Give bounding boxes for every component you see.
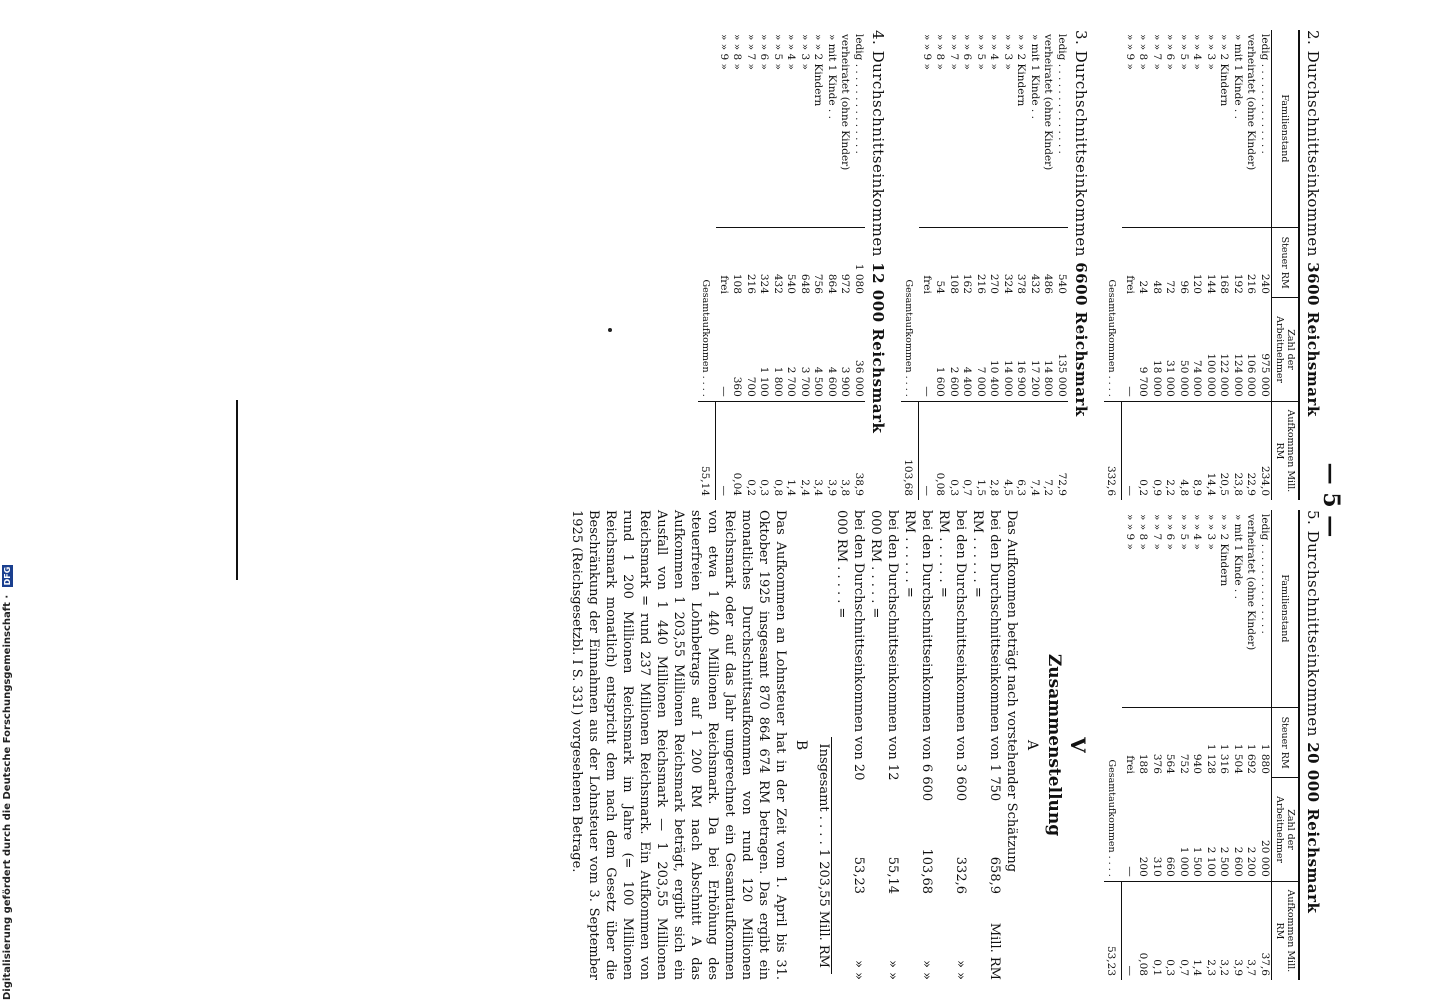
employees-cell: 700 (745, 376, 757, 397)
family-status-cell: » » 5 » (975, 34, 987, 70)
tax-cell: 108 (730, 227, 744, 298)
employees-cell: 14 000 (1002, 360, 1014, 397)
family-status-cell: » » 7 » (1151, 514, 1163, 550)
tax-cell: 144 (1204, 227, 1218, 298)
family-status-cell: » » 4 » (785, 34, 798, 70)
revenue-cell: 1,5 (974, 401, 988, 500)
tax-cell: 324 (757, 227, 771, 298)
section-number: V (1066, 737, 1090, 753)
left-column (684, 30, 1324, 500)
table-row (1136, 30, 1150, 500)
revenue-cell: — (716, 401, 730, 500)
table-row (1190, 510, 1204, 980)
employees-cell: — (717, 386, 730, 397)
column-header: Steuer RM (1272, 707, 1300, 778)
revenue-cell: — (919, 401, 933, 500)
employees-cell: 1 000 (1178, 846, 1190, 877)
table-row (1122, 30, 1136, 500)
table-row (1150, 30, 1164, 500)
table-body (1104, 510, 1272, 980)
total-value: 332,6 (1104, 401, 1122, 500)
tax-cell: 540 (784, 227, 798, 298)
revenue-cell: 0,08 (1136, 881, 1150, 980)
employees-cell: 4 600 (826, 366, 838, 397)
tax-cell: 120 (1190, 227, 1204, 298)
table-row (1028, 30, 1042, 500)
subsection-b-label: B (793, 739, 809, 751)
family-status-cell: » » 5 » (1178, 514, 1190, 550)
tax-cell: 376 (1150, 707, 1164, 778)
table-row (1231, 30, 1245, 500)
print-dot (608, 328, 612, 332)
revenue-cell: 3,9 (825, 401, 839, 500)
tax-cell: 188 (1136, 707, 1150, 778)
tax-cell: 48 (1150, 227, 1164, 298)
revenue-cell: 0,1 (1150, 881, 1164, 980)
table-block-5 (1104, 510, 1322, 980)
summary-line: bei den Durchschnittseinkommen von 20 000 RM . . . . . = 53,23 » » (834, 510, 866, 980)
tax-cell: 1 316 (1217, 707, 1231, 778)
tax-cell: 72 (1163, 227, 1177, 298)
family-status-cell: » » 9 » (920, 34, 933, 70)
family-status-cell: » » 8 » (1137, 34, 1150, 70)
family-status-cell: » » 2 Kindern (1015, 34, 1028, 107)
summary-section (568, 510, 1090, 980)
tax-cell: 24 (1136, 227, 1150, 298)
family-status-cell: ledig . . . . . . . . . . . . . . (1259, 34, 1271, 154)
family-status-cell: » » 6 » (961, 34, 974, 70)
column-header: Aufkommen Mill. RM (1272, 401, 1300, 500)
table-row (1217, 30, 1231, 500)
family-status-cell: » » 6 » (1164, 34, 1177, 70)
table-row (933, 30, 947, 500)
table-row (987, 30, 1001, 500)
tax-cell: 216 (1244, 227, 1258, 298)
family-status-cell: » mit 1 Kinde . . (826, 34, 838, 119)
table-row (1258, 30, 1272, 500)
family-status-cell: » » 9 » (717, 34, 730, 70)
revenue-cell: — (1122, 401, 1136, 500)
table-row (771, 30, 785, 500)
summary-intro: Das Aufkommen beträgt nach vorstehender Schätzung (1004, 510, 1019, 873)
revenue-cell: 2,3 (1204, 881, 1218, 980)
table-row (744, 30, 758, 500)
total-value: 55,14 (698, 401, 716, 500)
table-row (1163, 30, 1177, 500)
total-row (901, 30, 919, 500)
revenue-cell: 234,0 (1258, 401, 1272, 500)
family-status-cell: » » 7 » (745, 34, 757, 70)
revenue-cell: 23,8 (1231, 401, 1245, 500)
tax-cell: 432 (771, 227, 785, 298)
employees-cell: 124 000 (1232, 353, 1244, 397)
tax-cell: 162 (960, 227, 974, 298)
table-row (1177, 510, 1191, 980)
column-header: Zahl der Arbeitnehmer (1272, 298, 1300, 401)
total-value: 53,23 (1104, 881, 1122, 980)
tax-cell: 540 (1055, 227, 1069, 298)
employees-cell: 50 000 (1178, 360, 1190, 397)
employees-cell: 2 100 (1205, 846, 1217, 877)
table-row (784, 30, 798, 500)
revenue-cell: 3,7 (1244, 881, 1258, 980)
employees-cell: 7 000 (975, 366, 987, 397)
revenue-cell: 37,6 (1258, 881, 1272, 980)
family-status-cell: » mit 1 Kinde . . (1232, 514, 1244, 599)
column-header: Steuer RM (1272, 227, 1300, 298)
revenue-cell: 0,2 (1136, 401, 1150, 500)
family-status-cell: » » 3 » (1205, 34, 1217, 70)
employees-cell: 2 600 (1232, 846, 1244, 877)
tax-cell: 864 (825, 227, 839, 298)
revenue-cell: 1,4 (784, 401, 798, 500)
employees-cell: — (1123, 386, 1136, 397)
tax-cell: 240 (1258, 227, 1272, 298)
family-status-cell: » » 3 » (1002, 34, 1014, 70)
employees-cell: 200 (1137, 856, 1150, 877)
tax-cell: 324 (1001, 227, 1015, 298)
revenue-cell: 3,9 (1231, 881, 1245, 980)
employees-cell: 31 000 (1164, 360, 1177, 397)
family-status-cell: » » 4 » (1191, 34, 1204, 70)
table-heading: 5. Durchschnittseinkommen 20 000 Reichsmark (1304, 510, 1322, 914)
tax-cell: 648 (798, 227, 812, 298)
tax-cell: 216 (744, 227, 758, 298)
employees-cell: 10 400 (988, 360, 1001, 397)
table-heading: 2. Durchschnittseinkommen 3600 Reichsmark (1304, 30, 1322, 417)
family-status-cell: verheiratet (ohne Kinder) (1245, 514, 1258, 651)
total-value: 103,68 (901, 401, 919, 500)
family-status-cell: » » 5 » (772, 34, 784, 70)
table-row (1204, 30, 1218, 500)
tax-cell: 486 (1041, 227, 1055, 298)
family-status-cell: » mit 1 Kinde . . (1232, 34, 1244, 119)
table-row (1217, 510, 1231, 980)
tax-cell: 54 (933, 227, 947, 298)
employees-cell: 122 000 (1218, 353, 1231, 397)
table-block-2 (1104, 30, 1322, 500)
family-status-cell: » » 5 » (1178, 34, 1190, 70)
tax-cell: frei (919, 227, 933, 298)
table-row (852, 30, 866, 500)
section-title: Zusammenstellung (1044, 653, 1064, 837)
revenue-cell: 2,2 (1163, 401, 1177, 500)
tax-cell: frei (1122, 707, 1136, 778)
employees-cell: 2 600 (948, 366, 960, 397)
dfg-logo: DFG (3, 566, 12, 586)
employees-cell: — (920, 386, 933, 397)
family-status-cell: » » 3 » (1205, 514, 1217, 550)
employees-cell: 1 100 (758, 366, 771, 397)
employees-cell: 36 000 (853, 360, 865, 397)
page-number: — 5 — (1318, 462, 1344, 538)
revenue-cell: 0,2 (744, 401, 758, 500)
tax-cell: 216 (974, 227, 988, 298)
table-row (811, 30, 825, 500)
family-status-cell: » » 8 » (934, 34, 947, 70)
table-row (838, 30, 852, 500)
employees-cell: 18 000 (1151, 360, 1163, 397)
revenue-cell: 4,5 (1001, 401, 1015, 500)
table-row (974, 30, 988, 500)
table-heading: 4. Durchschnittseinkommen 12 000 Reichsmark (869, 30, 887, 434)
table-row (1122, 510, 1136, 980)
tax-cell: 940 (1190, 707, 1204, 778)
family-status-cell: » » 8 » (1137, 514, 1150, 550)
family-status-cell: ledig . . . . . . . . . . . . . . (1056, 34, 1068, 154)
total-label: Gesamtaufkommen . . . . (1105, 759, 1117, 877)
employees-cell: 14 800 (1042, 360, 1055, 397)
table-heading: 3. Durchschnittseinkommen 6600 Reichsmark (1072, 30, 1090, 417)
revenue-cell: 14,4 (1204, 401, 1218, 500)
table-row (757, 30, 771, 500)
revenue-cell: 2,8 (987, 401, 1001, 500)
tax-cell: 1 080 (852, 227, 866, 298)
revenue-cell: 22,9 (1244, 401, 1258, 500)
table-row (1136, 510, 1150, 980)
employees-cell: 135 000 (1056, 353, 1068, 397)
column-header: Familienstand (1272, 510, 1300, 707)
employees-cell: 360 (731, 376, 744, 397)
revenue-cell: 38,9 (852, 401, 866, 500)
tax-cell: frei (716, 227, 730, 298)
digitization-credit: Digitalisierung gefördert durch die Deutsche Forschungsgemeinschaft · DFG (2, 566, 13, 1000)
employees-cell: 106 000 (1245, 353, 1258, 397)
revenue-cell: 0,08 (933, 401, 947, 500)
column-header: Zahl der Arbeitnehmer (1272, 778, 1300, 881)
table-row (1204, 510, 1218, 980)
table-row (798, 30, 812, 500)
revenue-cell: 2,4 (798, 401, 812, 500)
tax-cell: 972 (838, 227, 852, 298)
summary-line: bei den Durchschnittseinkommen von 6 600 RM . . . . . . = 103,68 » » (902, 510, 934, 980)
table-row (730, 30, 744, 500)
tax-cell: 1 880 (1258, 707, 1272, 778)
revenue-cell: 0,9 (1150, 401, 1164, 500)
table-block-4 (698, 30, 887, 500)
total-label: Gesamtaufkommen . . . . (902, 279, 914, 397)
table-row (1190, 30, 1204, 500)
total-label: Gesamtaufkommen . . . . (1105, 279, 1117, 397)
table-row (1163, 510, 1177, 980)
revenue-cell: 0,3 (757, 401, 771, 500)
family-status-cell: » » 7 » (1151, 34, 1163, 70)
data-table (901, 30, 1068, 500)
revenue-cell: 0,3 (1163, 881, 1177, 980)
table-row (1055, 30, 1069, 500)
employees-cell: 17 200 (1029, 360, 1041, 397)
table-row (1177, 30, 1191, 500)
employees-cell: 3 700 (799, 366, 811, 397)
tax-cell: 1 692 (1244, 707, 1258, 778)
revenue-cell: 0,7 (1177, 881, 1191, 980)
total-row (1104, 510, 1122, 980)
table-row (1244, 30, 1258, 500)
tax-cell: frei (1122, 227, 1136, 298)
revenue-cell: 3,8 (838, 401, 852, 500)
data-table (698, 30, 865, 500)
family-status-cell: verheiratet (ohne Kinder) (1245, 34, 1258, 171)
employees-cell: 1 600 (934, 366, 947, 397)
family-status-cell: » » 3 » (799, 34, 811, 70)
data-table (1104, 30, 1300, 500)
table-body (901, 30, 1068, 500)
revenue-cell: 72,9 (1055, 401, 1069, 500)
family-status-cell: » » 4 » (988, 34, 1001, 70)
tax-cell: 1 504 (1231, 707, 1245, 778)
family-status-cell: » » 9 » (1123, 514, 1136, 550)
table-row (919, 30, 933, 500)
employees-cell: 4 500 (812, 366, 825, 397)
revenue-cell: 3,4 (811, 401, 825, 500)
summary-lines (833, 510, 1003, 980)
family-status-cell: » » 2 Kindern (1218, 514, 1231, 587)
family-status-cell: ledig . . . . . . . . . . . . . . (1259, 514, 1271, 634)
employees-cell: 4 400 (961, 366, 974, 397)
right-column (568, 510, 1324, 980)
revenue-cell: 4,8 (1177, 401, 1191, 500)
revenue-cell: 3,2 (1217, 881, 1231, 980)
employees-cell: 3 900 (839, 366, 852, 397)
column-header: Aufkommen Mill. RM (1272, 881, 1300, 980)
revenue-cell: 0,8 (771, 401, 785, 500)
table-row (1150, 510, 1164, 980)
employees-cell: 2 200 (1245, 846, 1258, 877)
employees-cell: 9 700 (1137, 366, 1150, 397)
column-header: Familienstand (1272, 30, 1300, 227)
tax-cell: 270 (987, 227, 1001, 298)
family-status-cell: » » 2 Kindern (1218, 34, 1231, 107)
tax-cell: 752 (1177, 707, 1191, 778)
total-row (698, 30, 716, 500)
family-status-cell: » » 6 » (758, 34, 771, 70)
table-row (1014, 30, 1028, 500)
revenue-cell: 0,3 (947, 401, 961, 500)
revenue-cell: 7,4 (1028, 401, 1042, 500)
revenue-cell: 8,9 (1190, 401, 1204, 500)
summary-paragraph: Das Aufkommen an Lohnsteuer hat in der Zeit vom 1. April bis 31. Oktober 1925 insgesamt 870 864 674 RM betragen. Das ergibt ein monatliches Durchschnittsaufkommen von rund 120 Millionen Reichsmark oder auf das Jahr umgerechnet ein Gesamtaufkommen von etwa 1 440 Millionen Reichsmark. Da bei Erhöhung des steuerfreien Lohnbetrags auf 1 200 RM nach Abschnitt A das Aufkommen 1 203,55 Millionen Reichsmark beträgt, ergibt sich ein Ausfall von 1 440 Millionen Reichsmark — 1 203,55 Millionen Reichsmark = rund 237 Millionen Reichsmark. Ein Aufkommen von rund 1 200 Millionen Reichsmark im Jahre (= 100 Millionen Reichsmark monatlich) entspricht dem nach dem Gesetz über die Beschränkung der Einnahmen aus der Lohnsteuer vom 3. September 1925 (Reichsgesetzbl. I S. 331) vorgesehenen Betrage. (569, 510, 788, 980)
family-status-cell: verheiratet (ohne Kinder) (839, 34, 852, 171)
employees-cell: 310 (1151, 856, 1163, 877)
total-label: Gesamtaufkommen . . . . (699, 279, 711, 397)
total-row (1104, 30, 1122, 500)
family-status-cell: » » 6 » (1164, 514, 1177, 550)
revenue-cell: 0,7 (960, 401, 974, 500)
table-row (1258, 510, 1272, 980)
revenue-cell: 0,04 (730, 401, 744, 500)
table-row (1244, 510, 1258, 980)
employees-cell: 1 500 (1191, 846, 1204, 877)
table-row (947, 30, 961, 500)
data-table (1104, 510, 1300, 980)
family-status-cell: » » 4 » (1191, 514, 1204, 550)
employees-cell: 20 000 (1259, 840, 1271, 877)
table-block-3 (901, 30, 1090, 500)
family-status-cell: » » 9 » (1123, 34, 1136, 70)
employees-cell: 16 900 (1015, 360, 1028, 397)
table-row (716, 30, 730, 500)
revenue-cell: — (1122, 881, 1136, 980)
employees-cell: 2 500 (1218, 846, 1231, 877)
employees-cell: 975 000 (1259, 353, 1271, 397)
employees-cell: 660 (1164, 856, 1177, 877)
tax-cell: 168 (1217, 227, 1231, 298)
table-row (825, 30, 839, 500)
family-status-cell: verheiratet (ohne Kinder) (1042, 34, 1055, 171)
employees-cell: 1 800 (772, 366, 784, 397)
employees-cell: 2 700 (785, 366, 798, 397)
employees-cell: 100 000 (1205, 353, 1217, 397)
revenue-cell: 1,4 (1190, 881, 1204, 980)
table-row (960, 30, 974, 500)
table-body (698, 30, 865, 500)
table-row (1231, 510, 1245, 980)
tax-cell: 564 (1163, 707, 1177, 778)
employees-cell: — (1123, 866, 1136, 877)
employees-cell: 74 000 (1191, 360, 1204, 397)
family-status-cell: ledig . . . . . . . . . . . . . . (853, 34, 865, 154)
summary-line: bei den Durchschnittseinkommen von 3 600 RM . . . . . . = 332,6 » » (936, 510, 968, 980)
tax-cell: 108 (947, 227, 961, 298)
revenue-cell: 7,2 (1041, 401, 1055, 500)
tax-cell: 432 (1028, 227, 1042, 298)
subsection-a-label: A (1024, 739, 1040, 751)
tax-cell: 192 (1231, 227, 1245, 298)
family-status-cell: » » 8 » (731, 34, 744, 70)
table-row (1041, 30, 1055, 500)
tax-cell: 756 (811, 227, 825, 298)
tax-cell: 1 128 (1204, 707, 1218, 778)
tax-cell: 96 (1177, 227, 1191, 298)
family-status-cell: » » 7 » (948, 34, 960, 70)
summary-line: bei den Durchschnittseinkommen von 1 750 RM . . . . . . = 658,9 Mill. RM (970, 510, 1002, 980)
revenue-cell: 20,5 (1217, 401, 1231, 500)
tax-cell: 378 (1014, 227, 1028, 298)
revenue-cell: 6,3 (1014, 401, 1028, 500)
table-body (1104, 30, 1272, 500)
table-row (1001, 30, 1015, 500)
summary-total: Insgesamt . . . . 1 203,55 Mill. RM (813, 510, 833, 980)
summary-line: bei den Durchschnittseinkommen von 12 000 RM . . . . . = 55,14 » » (868, 510, 900, 980)
family-status-cell: » » 2 Kindern (812, 34, 825, 107)
separator-line (236, 400, 238, 580)
family-status-cell: » mit 1 Kinde . . (1029, 34, 1041, 119)
